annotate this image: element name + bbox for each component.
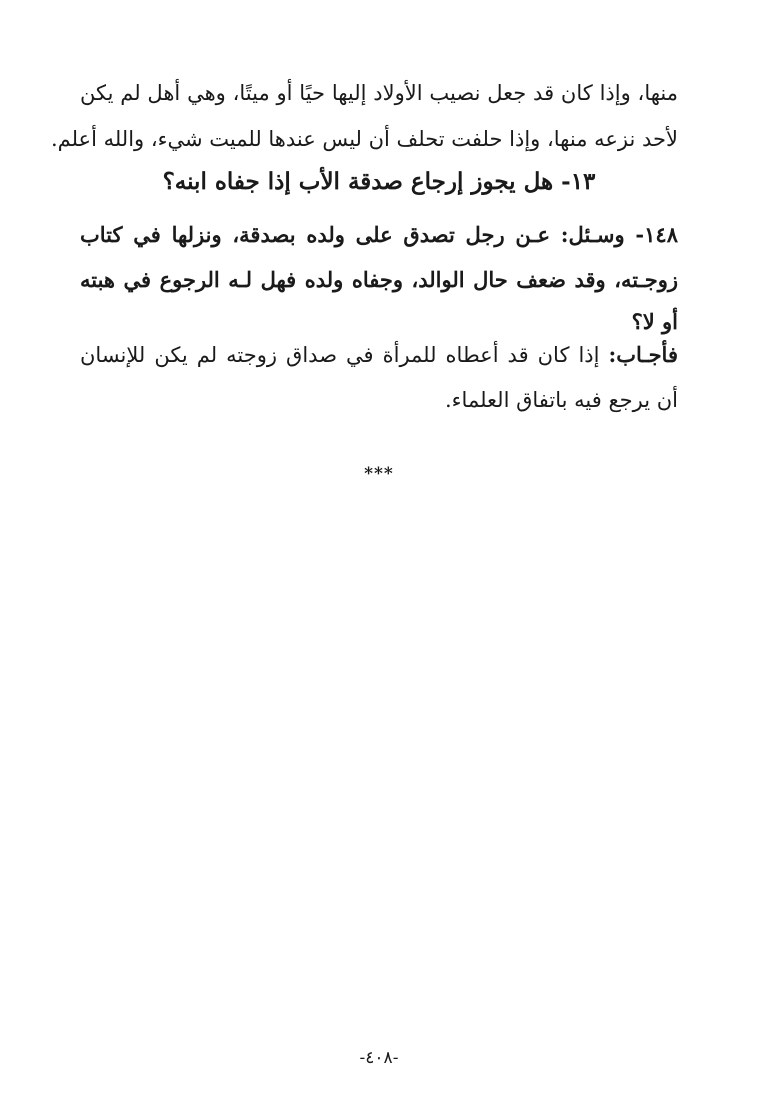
- question-line-2: زوجـته، وقد ضعف حال الوالد، وجفاه ولده فهل لـه الرجوع في هبته: [80, 267, 678, 292]
- paragraph-top-line-1: منها، وإذا كان قد جعل نصيب الأولاد إليها حيًا أو ميتًا، وهي أهل لم يكن: [80, 81, 678, 105]
- page-number: -٤٠٨-: [359, 1048, 399, 1068]
- section-separator: ***: [364, 464, 394, 484]
- section-heading: ١٣- هل يجوز إرجاع صدقة الأب إذا جفاه ابنه؟: [162, 168, 596, 195]
- paragraph-top-line-2: لأحد نزعه منها، وإذا حلفت تحلف أن ليس عندها للميت شيء، والله أعلم.: [50, 127, 678, 151]
- answer-line-1-text: إذا كان قد أعطاه للمرأة في صداق زوجته لم يكن للإنسان: [80, 343, 609, 367]
- answer-line-2: أن يرجع فيه باتفاق العلماء.: [445, 388, 678, 412]
- question-line-1: ١٤٨- وسـئل: عـن رجل تصدق على ولده بصدقة، ونزلها في كتاب: [80, 222, 678, 247]
- answer-label: فأجـاب:: [608, 342, 678, 367]
- answer-line-1: [80, 340, 678, 370]
- question-line-3: أو لا؟: [631, 309, 678, 334]
